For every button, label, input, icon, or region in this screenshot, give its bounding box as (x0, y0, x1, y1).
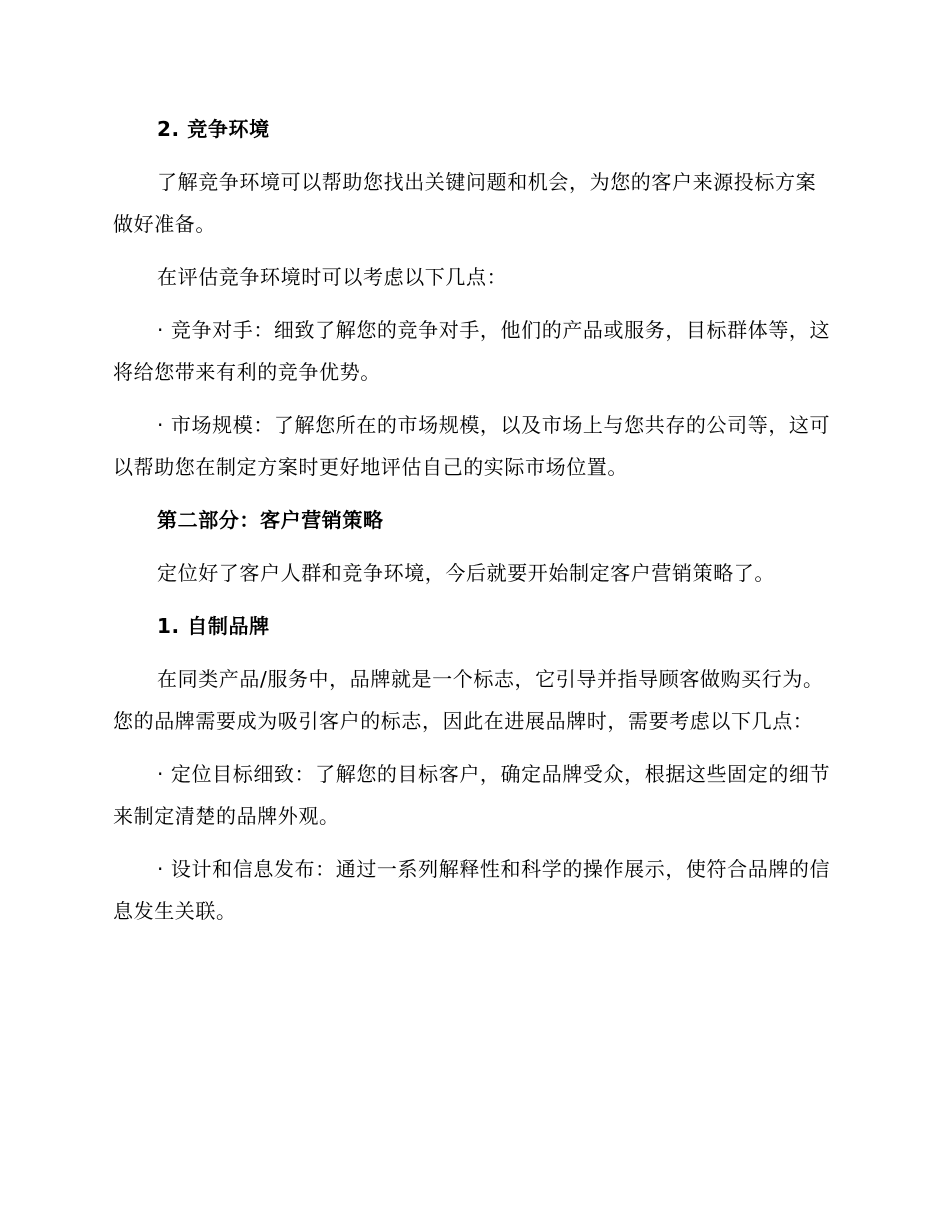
paragraph-evaluation-points: 在评估竞争环境时可以考虑以下几点： (157, 265, 508, 289)
document-body (113, 108, 833, 932)
bullet-design-and-publishing: · 设计和信息发布：通过一系列解释性和科学的操作展示，使符合品牌的信息发生关联。 (113, 857, 831, 923)
section-heading-brand: 1. 自制品牌 (157, 614, 270, 638)
paragraph-brand-intro: 在同类产品/服务中，品牌就是一个标志，它引导并指导顾客做购买行为。您的品牌需要成为吸引客户的标志，因此在进展品牌时，需要考虑以下几点： (113, 667, 824, 733)
paragraph-competition-intro: 了解竞争环境可以帮助您找出关键问题和机会，为您的客户来源投标方案做好准备。 (113, 170, 817, 236)
paragraph-strategy-intro: 定位好了客户人群和竞争环境，今后就要开始制定客户营销策略了。 (157, 561, 775, 585)
bullet-competitors: · 竞争对手：细致了解您的竞争对手，他们的产品或服务，目标群体等，这将给您带来有利的竞争优势。 (113, 318, 831, 384)
bullet-market-size: · 市场规模：了解您所在的市场规模，以及市场上与您共存的公司等，这可以帮助您在制定方案时更好地评估自己的实际市场位置。 (113, 413, 831, 479)
bullet-target-positioning: · 定位目标细致：了解您的目标客户，确定品牌受众，根据这些固定的细节来制定清楚的品牌外观。 (113, 762, 831, 828)
part-two-heading: 第二部分：客户营销策略 (157, 508, 384, 532)
section-heading-competition: 2. 竞争环境 (157, 117, 270, 141)
